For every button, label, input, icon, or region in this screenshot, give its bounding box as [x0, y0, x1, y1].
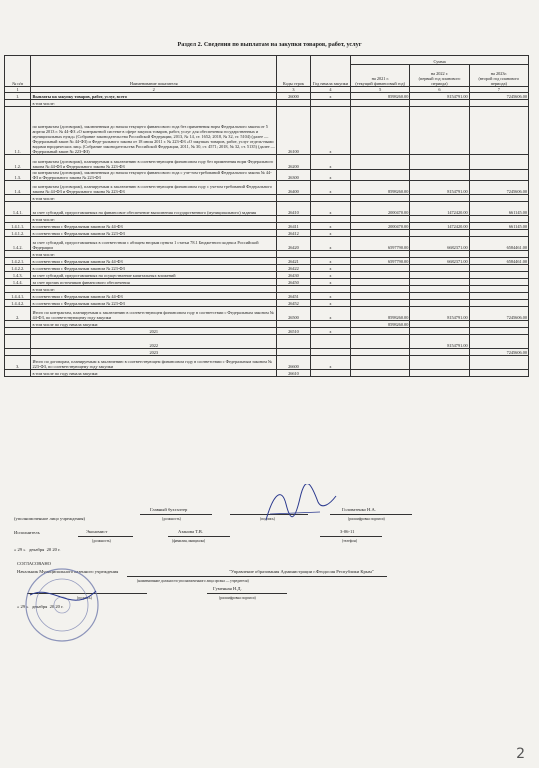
row-num: 1.4.4. — [5, 279, 31, 286]
page-number: 2 — [516, 746, 525, 762]
date-1-year-prefix: 20 — [46, 547, 52, 552]
executor-name: Азанова Т.В. — [178, 529, 203, 534]
row-value-2023: 7245606.00 — [469, 181, 528, 195]
row-value-2022: 6682371.00 — [410, 237, 469, 251]
row-name: по контрактам (договорам), планируемым к заключению в соответствующем финансовом году с учетом требований Федерального закона № 44-ФЗ и Федерального закона № 223-ФЗ — [31, 181, 277, 195]
date-1-year: 20 — [52, 547, 57, 552]
row-value-2022: 8154791.00 — [410, 93, 469, 100]
row-name: в соответствии с Федеральным законом № 223-ФЗ — [31, 300, 277, 307]
row-code: 26300 — [277, 170, 311, 181]
row-name: в соответствии с Федеральным законом № 44-ФЗ — [31, 258, 277, 265]
row-value-2022: 8154791.00 — [410, 307, 469, 321]
colnum-5: 5 — [351, 87, 410, 93]
row-value-2023: 7245606.00 — [469, 93, 528, 100]
row-year: x — [310, 170, 350, 181]
header-2021-label: на 2021 г. — [371, 75, 389, 81]
approval-title: СОГЛАСОВАНО — [17, 561, 52, 566]
row-name: в соответствии с Федеральным законом № 223-ФЗ — [31, 230, 277, 237]
row-name: в том числе: — [31, 251, 277, 258]
row-code: 26410 — [277, 202, 311, 216]
row-num: 1.4.2.1. — [5, 258, 31, 265]
row-year: x — [310, 181, 350, 195]
row-name: в том числе: — [31, 195, 277, 202]
executor-position: Экономист — [86, 529, 108, 534]
row-code: 26412 — [277, 230, 311, 237]
row-name: Итого по договорам, планируемым к заключению в соответствующем финансовом году в соответствии с Федеральным законом № 223-ФЗ, по соответствующему году закупки — [31, 356, 277, 370]
row-value-2023: 6584461.00 — [469, 237, 528, 251]
row-year: x — [310, 93, 350, 100]
row-num: 1.1. — [5, 107, 31, 155]
row-num: 1.4.4.1. — [5, 293, 31, 300]
colnum-2: 2 — [31, 87, 277, 93]
row-year: x — [310, 307, 350, 321]
row-value-2021: 8598260.00 — [351, 181, 410, 195]
header-2022-sub: (первый год планового периода) — [418, 75, 461, 86]
header-2022-label: на 2022 г. — [430, 70, 449, 76]
row-code: 26451 — [277, 293, 311, 300]
row-value-2023: 7245606.00 — [469, 349, 528, 356]
row-name: за счет прочих источников финансового обеспечения — [31, 279, 277, 286]
name-1: Головатенко Н.А. — [342, 507, 376, 512]
row-num: 1.4.1.1. — [5, 223, 31, 230]
row-name: в соответствии с Федеральным законом № 44-ФЗ — [31, 223, 277, 230]
phone-caption: (телефон) — [342, 539, 358, 543]
row-code: 26420 — [277, 237, 311, 251]
approval-org-prefix: Начальник Муниципального казенного учреждения — [17, 569, 119, 574]
approval-signature-caption: (подпись) — [77, 596, 92, 600]
colnum-3: 3 — [277, 87, 311, 93]
row-code: 26000 — [277, 93, 311, 100]
row-year: x — [310, 300, 350, 307]
section-title: Раздел 2. Сведения по выплатам на закупки товаров, работ, услуг — [177, 41, 362, 48]
header-2023-sub: (второй год планового периода) — [478, 75, 520, 86]
row-year: x — [310, 328, 350, 335]
row-value-2022: 1472420.00 — [410, 202, 469, 216]
approval-name-caption: (расшифровка подписи) — [219, 596, 256, 600]
row-num: 1.4.1.2. — [5, 230, 31, 237]
row-name: по контрактам (договорам), заключенным до начала текущего финансового года с уче-том требований Федерального закона № 44-ФЗ и Федерального закона № 223-ФЗ — [31, 170, 277, 181]
row-name: 2022 — [31, 335, 277, 349]
phone: 3-06-11 — [340, 529, 355, 534]
header-2023-label: на 2023г. — [490, 70, 507, 76]
row-code: 26200 — [277, 155, 311, 170]
row-num: 1.4.2. — [5, 237, 31, 251]
date-1-month: декабря — [28, 547, 45, 552]
row-name: в том числе: — [31, 286, 277, 293]
header-num: № п/п — [5, 56, 31, 87]
date-2: « 29 » декабря 20 20 г. — [17, 604, 64, 609]
row-num: 2. — [5, 307, 31, 321]
date-2-suffix: г. — [61, 604, 64, 609]
row-code: 26452 — [277, 300, 311, 307]
row-value-2022: 8154791.00 — [410, 181, 469, 195]
row-name: в соответствии с Федеральным законом № 223-ФЗ — [31, 265, 277, 272]
row-num: 1.3. — [5, 170, 31, 181]
row-code: 26610 — [277, 370, 311, 377]
row-value-2022: 1472420.00 — [410, 223, 469, 230]
row-year: x — [310, 230, 350, 237]
row-num: 1.4.4.2. — [5, 300, 31, 307]
row-year: x — [310, 258, 350, 265]
colnum-4: 4 — [310, 87, 350, 93]
row-value-2022: 6682371.00 — [410, 258, 469, 265]
row-name: 2023 — [31, 349, 277, 356]
row-value-2023: 6584461.00 — [469, 258, 528, 265]
row-year: x — [310, 293, 350, 300]
row-value-2021: 2000470.00 — [351, 223, 410, 230]
row-name: 2021 — [31, 328, 277, 335]
row-name: в том числе: — [31, 100, 277, 107]
executor-position-caption: (должность) — [92, 539, 111, 543]
row-code: 26600 — [277, 356, 311, 370]
date-2-day: 29 — [20, 604, 26, 609]
approval-org-name: "Управление образования Администрации г.Феодосия Республики Крым" — [229, 569, 374, 574]
colnum-7: 7 — [469, 87, 528, 93]
row-year: x — [310, 155, 350, 170]
row-year: x — [310, 202, 350, 216]
approval-name: Гуменная Н.Д. — [213, 586, 242, 591]
authorized-label: (уполномоченное лицо учреждения) — [14, 516, 86, 521]
row-year: x — [310, 272, 350, 279]
row-value-2021: 8598260.00 — [351, 321, 410, 328]
row-code: 26100 — [277, 107, 311, 155]
approval-org-caption: (наименование должности уполномоченного лица органа — учредителя) — [137, 579, 249, 583]
row-value-2021: 8598260.00 — [351, 93, 410, 100]
date-1-day: 29 — [17, 547, 23, 552]
row-name: Итого по контрактам, планируемым к заключению в соответствующем финансовом году в соответствии с Федеральным законом № 44-ФЗ, по соответствующему году закупки — [31, 307, 277, 321]
row-code: 26411 — [277, 223, 311, 230]
executor-label: Исполнитель — [14, 530, 40, 535]
row-code: 26500 — [277, 307, 311, 321]
date-2-month: декабря — [31, 604, 48, 609]
row-name: в том числе: — [31, 216, 277, 223]
row-value-2021: 6597790.00 — [351, 237, 410, 251]
row-num: 3. — [5, 356, 31, 370]
row-year: x — [310, 356, 350, 370]
position-caption: (должность) — [162, 517, 181, 521]
executor-name-caption: (фамилия, инициалы) — [172, 539, 206, 543]
row-num: 1.4.2.2. — [5, 265, 31, 272]
row-name: по контрактам (договорам), заключенным до начала текущего финансового года без применения норм Федерального закона от 5 апреля 2013 г. № 44-ФЗ «О контрактной системе в сфере закупок товаров, работ, услуг для обеспечения государственных и муниципальных нужд» (Собрание законодательства Российской Федерации, 2013, № 14, ст. 1652; 2018, № 32, ст. 5104) (далее — Федеральный закон № 44-ФЗ) и Феде-рального закона от 18 июля 2011 г. № 223-ФЗ «О закупках товаров, работ, услуг отдель-ными видами юридических лиц» (Собрание законодательства Российской Федерации, 2011, № 30, ст. 4571; 2018, № 32, ст. 5135) (далее — Федеральный закон № 223-ФЗ) — [31, 107, 277, 155]
row-name: по контрактам (договорам), планируемым к заключению в соответствующем финансовом году без применения норм Федерального закона № 44-ФЗ и Федерального закона № 223-ФЗ — [31, 155, 277, 170]
row-value-2023: 661145.00 — [469, 223, 528, 230]
row-name: за счет субсидий, предоставляемых на осуществление капитальных вложений — [31, 272, 277, 279]
official-seal-stamp — [22, 565, 102, 645]
date-2-year-prefix: 20 — [49, 604, 55, 609]
row-year: x — [310, 237, 350, 251]
date-1-suffix: г. — [58, 547, 61, 552]
row-value-2023: 7245606.00 — [469, 307, 528, 321]
row-year: x — [310, 279, 350, 286]
row-year: x — [310, 265, 350, 272]
row-name: в том числе по году начала закупки: — [31, 321, 277, 328]
row-name: за счет субсидий, предоставляемых на финансовое обеспечение выполнения государственного (муниципального) задания — [31, 202, 277, 216]
row-code: 26400 — [277, 181, 311, 195]
row-num: 1. — [5, 93, 31, 100]
row-code: 26430 — [277, 272, 311, 279]
row-value-2021: 6597790.00 — [351, 258, 410, 265]
header-sum: Сумма — [351, 56, 529, 65]
row-year: x — [310, 223, 350, 230]
row-code: 26450 — [277, 279, 311, 286]
position-1: Главный бухгалтер — [150, 507, 188, 512]
row-num: 1.4. — [5, 181, 31, 195]
name-caption: (расшифровка подписи) — [348, 517, 385, 521]
row-year: x — [310, 107, 350, 155]
row-value-2021: 2000470.00 — [351, 202, 410, 216]
row-code: 26421 — [277, 258, 311, 265]
header-name: Наименование показателя — [31, 56, 277, 87]
row-num: 1.2. — [5, 155, 31, 170]
row-name: Выплаты на закупку товаров, работ, услуг, всего — [31, 93, 277, 100]
row-code: 26510 — [277, 328, 311, 335]
row-name: в соответствии с Федеральным законом № 44-ФЗ — [31, 293, 277, 300]
header-2021-sub: (текущий финансовый год) — [355, 80, 406, 86]
row-num: 1.4.3. — [5, 272, 31, 279]
row-num: 1.4.1. — [5, 202, 31, 216]
signature-scribble-1 — [260, 484, 340, 530]
date-2-year: 20 — [55, 604, 60, 609]
header-year: Год начала закупки — [310, 56, 350, 87]
colnum-6: 6 — [410, 87, 469, 93]
colnum-1: 1 — [5, 87, 31, 93]
row-value-2021: 8598260.00 — [351, 307, 410, 321]
date-1: « 29 » декабря 20 20 г. — [14, 547, 61, 552]
row-value-2023: 661145.00 — [469, 202, 528, 216]
row-name: в том числе по году начала закупки: — [31, 370, 277, 377]
signature-caption: (подпись) — [260, 517, 275, 521]
row-code: 26422 — [277, 265, 311, 272]
row-name: за счет субсидий, предоставляемых в соответствии с абзацем вторым пункта 1 статьи 78.1 Бюджетного кодекса Российской Федерации — [31, 237, 277, 251]
header-code: Коды строк — [277, 56, 311, 87]
row-value-2022: 8154791.00 — [410, 335, 469, 349]
